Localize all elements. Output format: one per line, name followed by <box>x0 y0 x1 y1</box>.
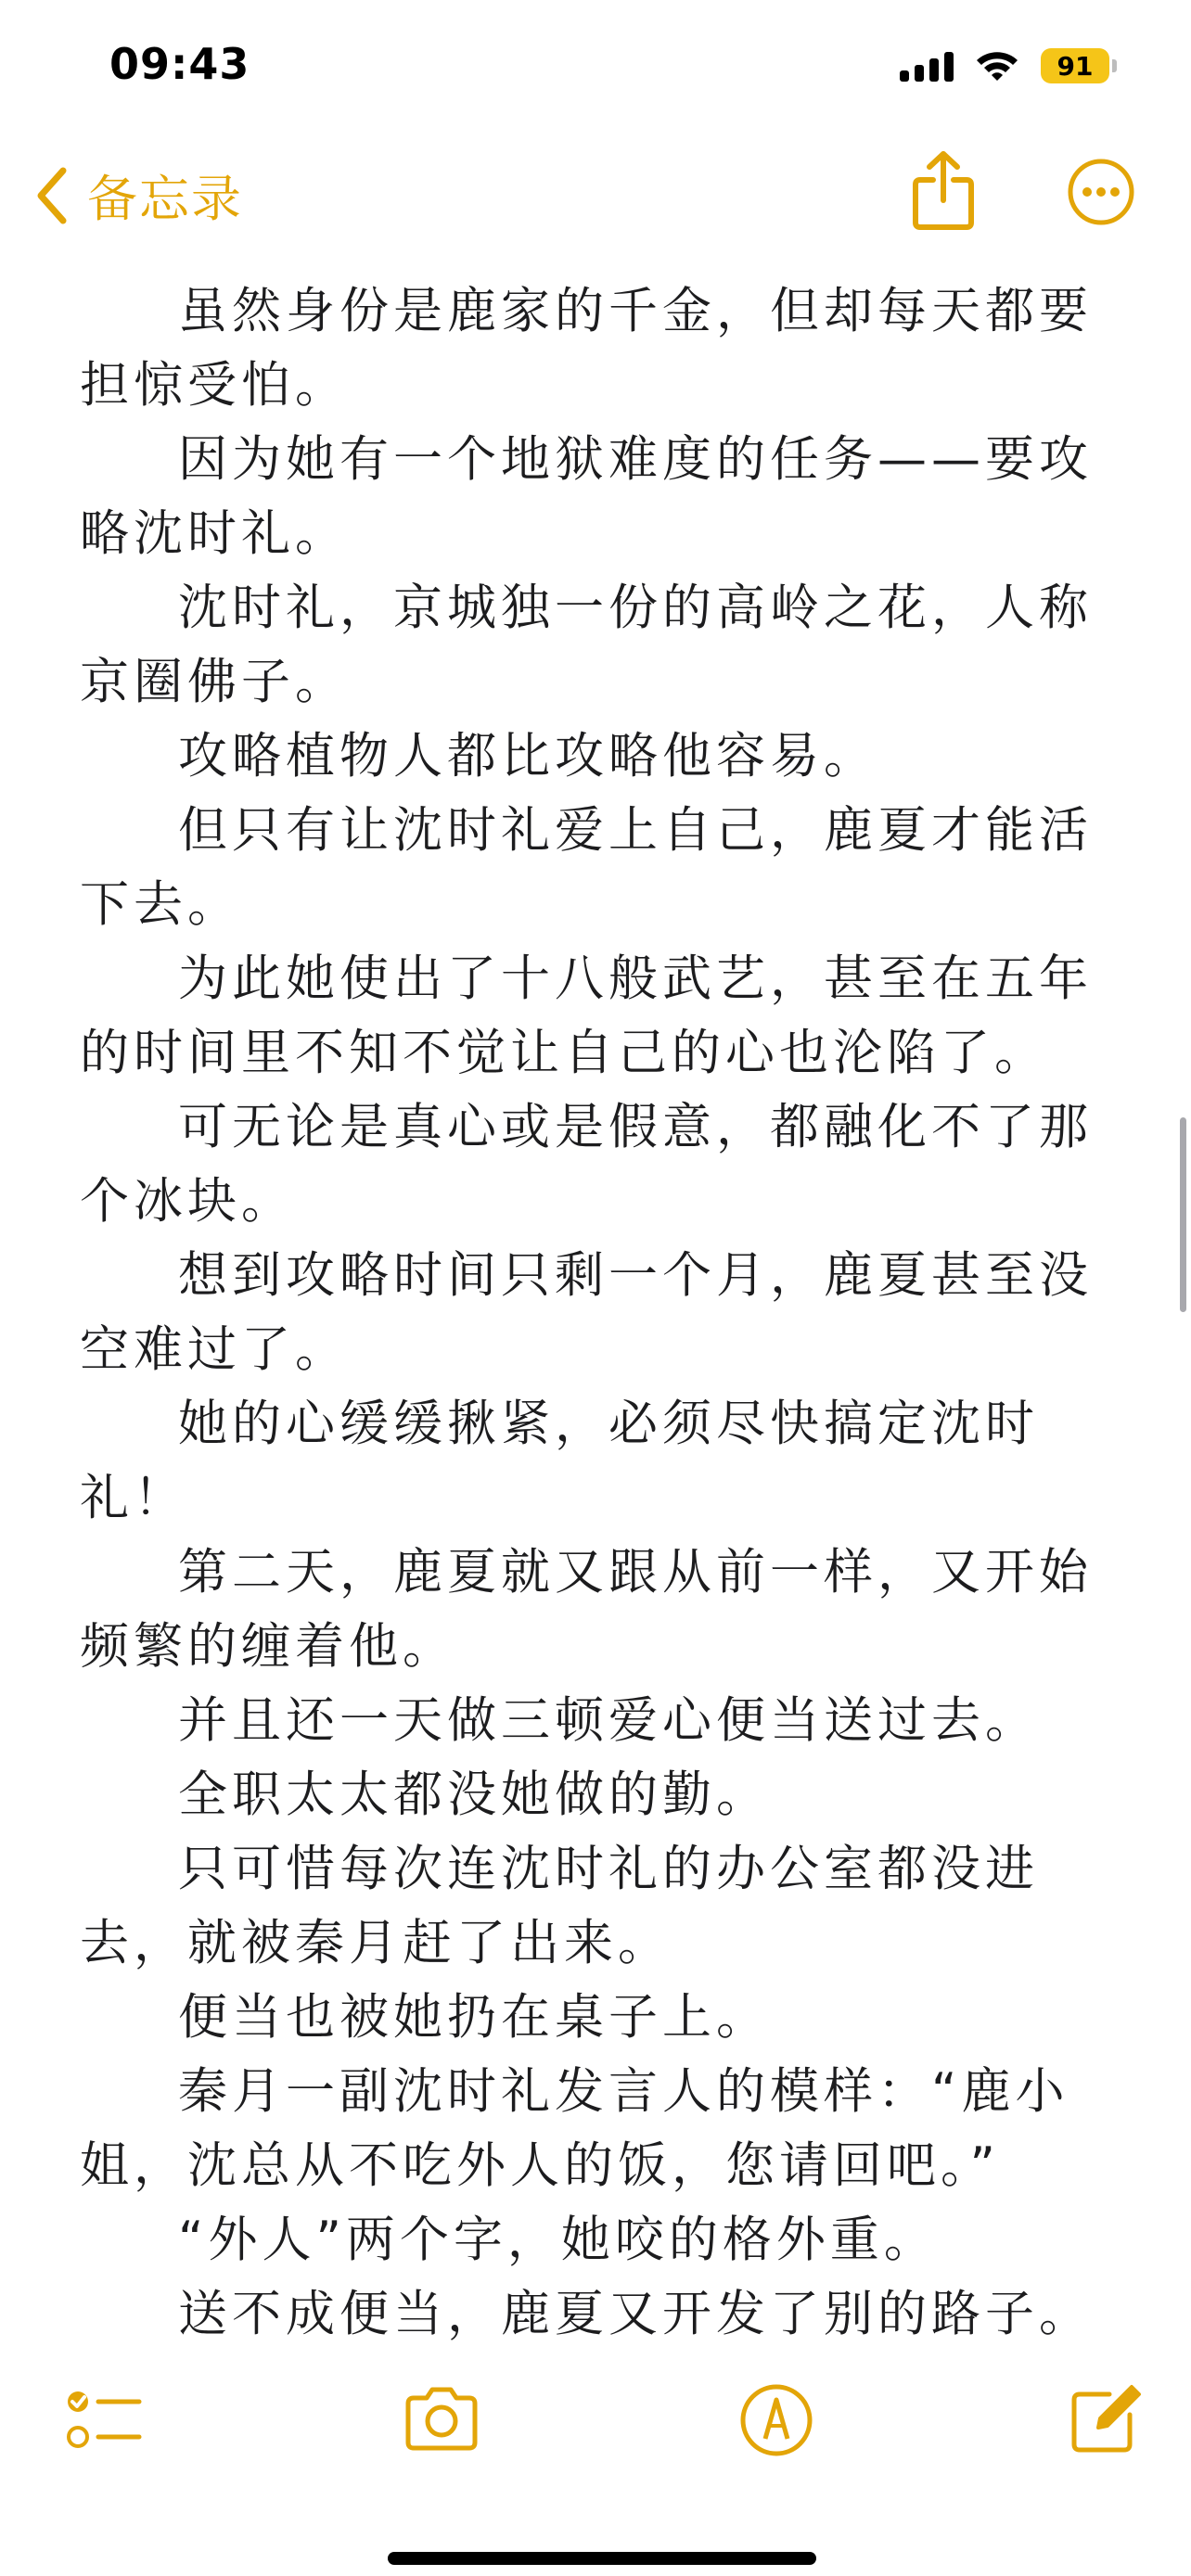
note-body[interactable] <box>80 274 1119 2352</box>
note-paragraph: “外人”两个字，她咬的格外重。 <box>178 2212 938 2268</box>
chevron-left-icon <box>33 165 70 226</box>
back-button[interactable] <box>33 159 243 231</box>
note-paragraph: 攻略植物人都比攻略他容易。 <box>178 728 877 784</box>
note-paragraph: 便当也被她扔在桌子上。 <box>178 1989 770 2046</box>
markup-button[interactable] <box>730 2374 823 2467</box>
compose-button[interactable] <box>1057 2374 1150 2467</box>
cellular-signal-icon <box>900 50 954 82</box>
share-button[interactable] <box>909 148 978 232</box>
battery-level: 91 <box>1041 48 1109 83</box>
note-paragraph: 并且还一天做三顿爱心便当送过去。 <box>178 1692 1039 1749</box>
note-paragraph: 虽然身份是鹿家的千金，但却每天都要担惊受怕。 <box>80 283 1093 414</box>
note-paragraph: 因为她有一个地狱难度的任务——要攻略沈时礼。 <box>80 431 1093 562</box>
camera-button[interactable] <box>395 2374 488 2467</box>
note-paragraph: 可无论是真心或是假意，都融化不了那个冰块。 <box>80 1099 1093 1230</box>
checklist-icon <box>58 2374 150 2467</box>
note-paragraph: 只可惜每次连沈时礼的办公室都没进去，就被秦月赶了出来。 <box>80 1841 1039 1971</box>
note-paragraph: 她的心缓缓揪紧，必须尽快搞定沈时礼！ <box>80 1396 1039 1526</box>
status-time: 09:43 <box>109 39 250 89</box>
battery-icon <box>1041 48 1117 83</box>
pen-circle-icon <box>730 2374 823 2467</box>
more-button[interactable] <box>1067 158 1135 226</box>
home-indicator[interactable] <box>388 2552 816 2565</box>
nav-bar <box>0 139 1191 250</box>
note-paragraph: 为此她使出了十八般武艺，甚至在五年的时间里不知不觉让自己的心也沦陷了。 <box>80 950 1093 1081</box>
note-paragraph: 第二天，鹿夏就又跟从前一样，又开始频繁的缠着他。 <box>80 1544 1093 1675</box>
note-paragraph: 但只有让沈时礼爱上自己，鹿夏才能活下去。 <box>80 802 1093 933</box>
checklist-button[interactable] <box>58 2374 150 2467</box>
note-paragraph: 送不成便当，鹿夏又开发了别的路子。 <box>178 2286 1093 2342</box>
note-paragraph: 秦月一副沈时礼发言人的模样：“鹿小姐，沈总从不吃外人的饭，您请回吧。” <box>80 2063 1069 2194</box>
note-paragraph: 想到攻略时间只剩一个月，鹿夏甚至没空难过了。 <box>80 1247 1093 1378</box>
bottom-toolbar <box>0 2374 1191 2485</box>
ellipsis-circle-icon <box>1067 158 1135 226</box>
note-paragraph: 全职太太都没她做的勤。 <box>178 1766 770 1823</box>
scroll-indicator[interactable] <box>1180 1117 1186 1312</box>
wifi-icon <box>974 49 1020 83</box>
status-icons <box>900 48 1117 83</box>
status-bar <box>0 0 1191 139</box>
note-paragraph: 沈时礼，京城独一份的高岭之花，人称京圈佛子。 <box>80 580 1093 710</box>
scrolled-text-fragment <box>80 0 1119 9</box>
back-label: 备忘录 <box>87 170 243 228</box>
compose-icon <box>1057 2374 1150 2467</box>
camera-icon <box>395 2374 488 2467</box>
share-icon <box>909 148 978 232</box>
